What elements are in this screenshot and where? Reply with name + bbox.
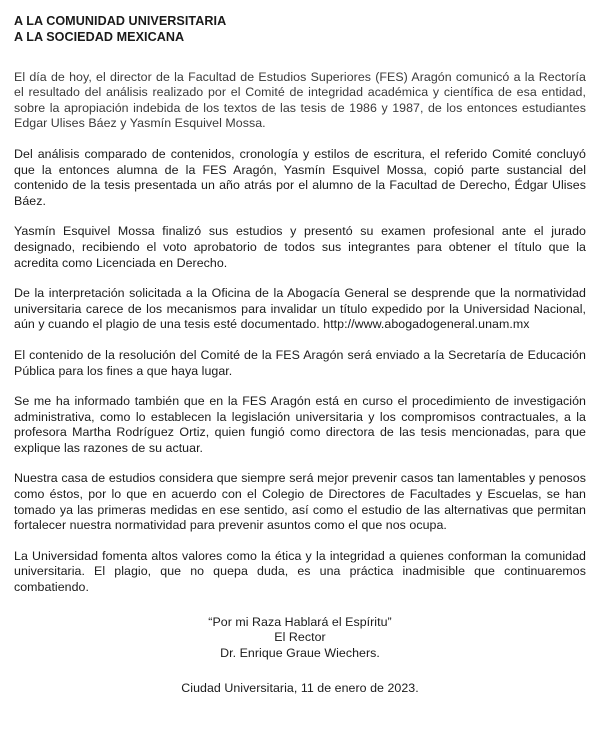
paragraph-graduation: Yasmín Esquivel Mossa finalizó sus estudios y presentó su examen profesional ante el jurado designado, recibiendo el voto aprobatorio de todos sus integrantes para obtener el título que la acredita como Licenciada en Derecho.: [14, 224, 586, 270]
paragraph-announcement: El día de hoy, el director de la Facultad de Estudios Superiores (FES) Aragón comunicó a la Rectoría el resultado del análisis realizado por el Comité de integridad académica y científica de esa entidad, sobre la apropiación indebida de los textos de las tesis de 1986 y 1987, de los entonces estudiantes Edgar Ulises Báez y Yasmín Esquivel Mossa.: [14, 69, 586, 131]
paragraph-legal-interpretation: [14, 286, 586, 333]
paragraph-prevention: Nuestra casa de estudios considera que siempre será mejor prevenir casos tan lamentables y penosos como éstos, por lo que en acuerdo con el Colegio de Directores de Facultades y Escuelas, se han tomado ya las primeras medidas en ese sentido, así como el estudio de las alternativas que permitan fortalecer nuestra normatividad para prevenir asuntos como el que nos ocupa.: [14, 471, 586, 533]
paragraph-investigation: Se me ha informado también que en la FES Aragón está en curso el procedimiento de investigación administrativa, como lo establecen la legislación universitaria y los compromisos contractuales, a la profesora Martha Rodríguez Ortiz, quien fungió como directora de las tesis mencionadas, para que explique las razones de su actuar.: [14, 394, 586, 455]
signature-block: [14, 615, 586, 662]
paragraph-committee-conclusion: Del análisis comparado de contenidos, cronología y estilos de escritura, el referido Comité concluyó que la entonces alumna de la FES Aragón, Yasmín Esquivel Mossa, copió parte sustancial del contenido de la tesis presentada un año atrás por el alumno de la Facultad de Derecho, Édgar Ulises Báez.: [14, 146, 586, 208]
communique-heading: [14, 14, 586, 46]
place-and-date: Ciudad Universitaria, 11 de enero de 2023.: [181, 681, 419, 696]
legal-interpretation-text: De la interpretación solicitada a la Oficina de la Abogacía General se desprende que la normatividad universitaria carece de los mecanismos para invalidar un título expedido por la Universidad Nacional, aún y cuando el plagio de una tesis esté documentado.: [14, 286, 586, 332]
signature-name: Dr. Enrique Graue Wiechers.: [220, 646, 380, 661]
legal-office-link[interactable]: http://www.abogadogeneral.unam.mx: [323, 317, 530, 332]
signature-role: El Rector: [274, 630, 326, 645]
heading-line-society: A LA SOCIEDAD MEXICANA: [14, 29, 185, 44]
paragraph-values: La Universidad fomenta altos valores como la ética y la integridad a quienes conforman la comunidad universitaria. El plagio, que no quepa duda, es una práctica inadmisible que continuaremos combatiendo.: [14, 548, 586, 595]
heading-line-community: A LA COMUNIDAD UNIVERSITARIA: [14, 14, 227, 28]
communique-body: [14, 70, 586, 596]
paragraph-sep-referral: El contenido de la resolución del Comité de la FES Aragón será enviado a la Secretaría de Educación Pública para los fines a que haya lugar.: [14, 347, 586, 378]
university-motto: “Por mi Raza Hablará el Espíritu”: [208, 614, 392, 629]
